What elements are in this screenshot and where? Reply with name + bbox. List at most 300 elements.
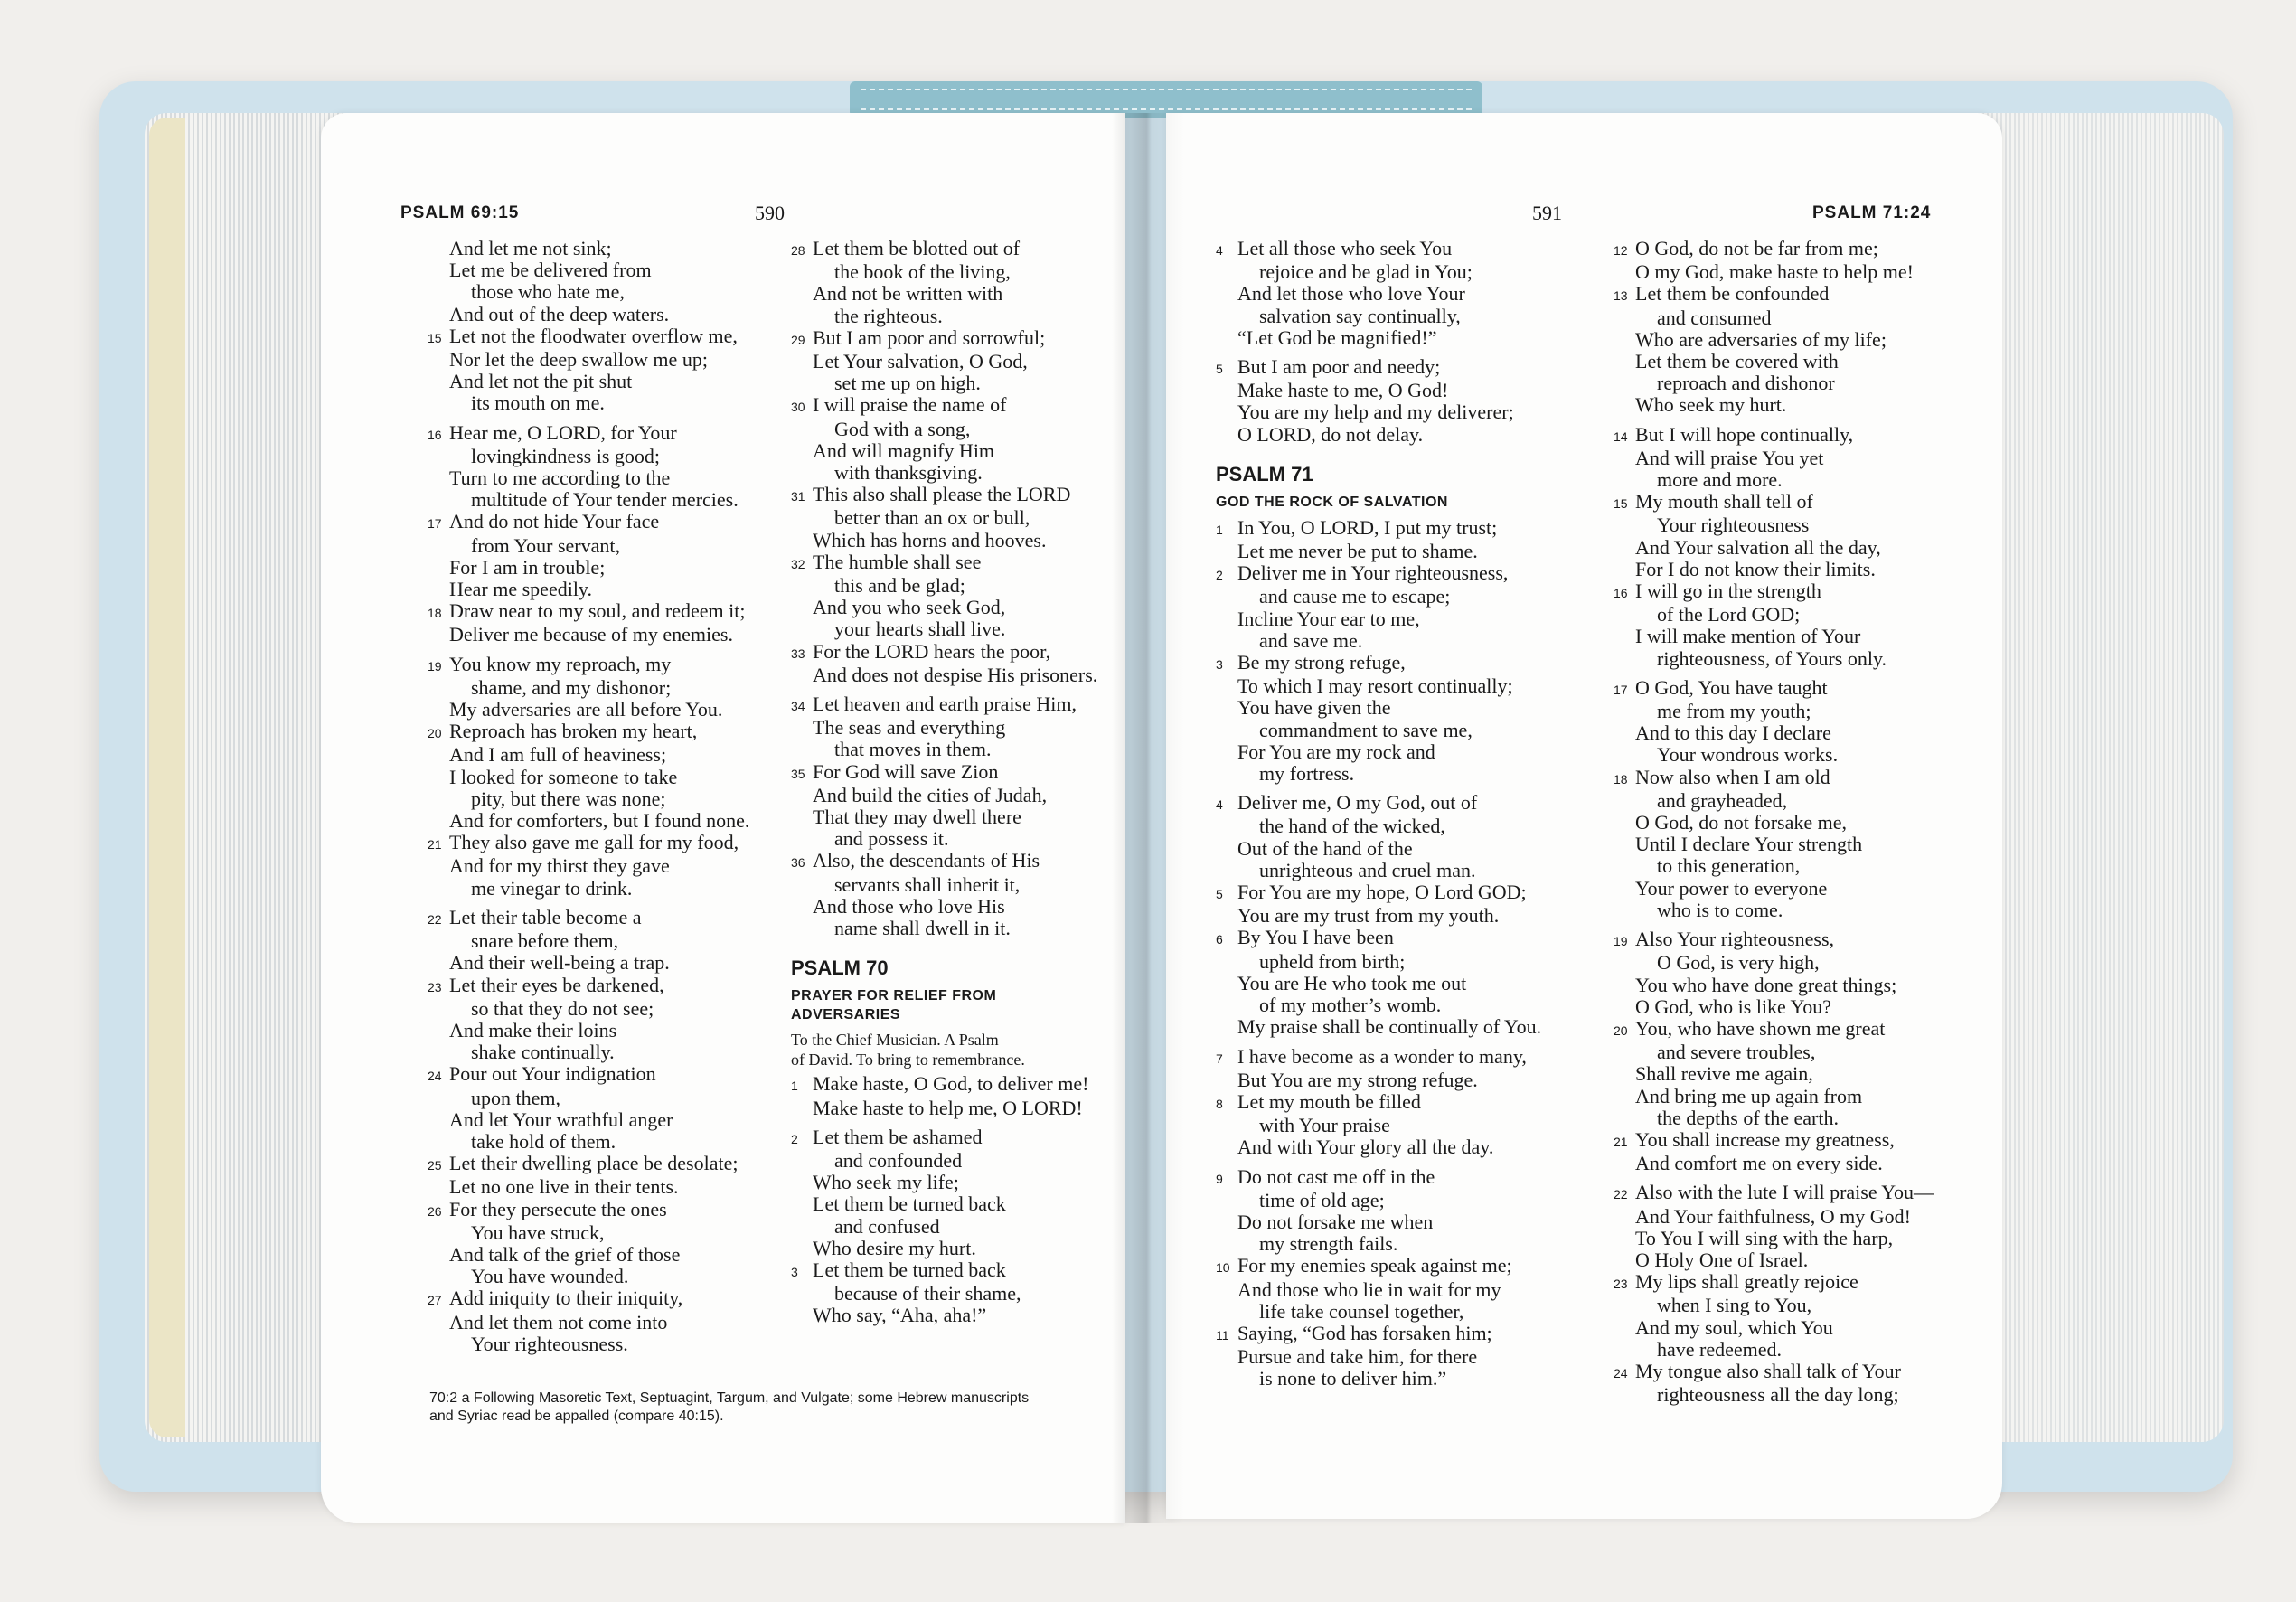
verse-number: 18 (428, 606, 442, 621)
verse-text: My tongue also shall talk of Your (1635, 1359, 1901, 1382)
verse-number: 8 (1216, 1096, 1223, 1111)
psalm-subtitle: ADVERSARIES (791, 1007, 901, 1023)
text-line (1614, 1107, 1934, 1129)
verse-text: the righteous. (834, 304, 943, 327)
text-line (428, 677, 749, 699)
verse-list (791, 238, 1097, 939)
text-line (1216, 860, 1541, 881)
verse-text: To which I may resort continually; (1237, 674, 1513, 698)
text-line (791, 918, 1097, 939)
verse-text: You know my reproach, my (449, 652, 672, 675)
text-line (1216, 675, 1541, 697)
verse-line (1216, 1323, 1541, 1346)
verse-text: For I do not know their limits. (1635, 557, 1876, 580)
verse-text: Also Your righteousness, (1635, 928, 1835, 951)
verse-number: 22 (428, 911, 442, 927)
text-line (428, 281, 749, 303)
right-page-edges (1971, 113, 2224, 1442)
verse-text: And let Your wrathful anger (449, 1107, 673, 1131)
verse-line (428, 907, 749, 930)
verse-number: 32 (791, 556, 805, 571)
verse-number: 19 (1614, 934, 1628, 949)
verse-line (1216, 652, 1541, 675)
verse-text: me vinegar to drink. (471, 876, 633, 900)
verse-number: 9 (1216, 1171, 1223, 1186)
text-line (1614, 394, 1934, 416)
verse-number: 25 (428, 1158, 442, 1173)
verse-number: 17 (428, 516, 442, 532)
verse-line (428, 1199, 749, 1222)
verse-text: Let heaven and earth praise Him, (813, 693, 1077, 716)
text-line (428, 489, 749, 511)
verse-text: Also, the descendants of His (813, 849, 1040, 872)
verse-text: “Let God be magnified!” (1237, 325, 1437, 349)
text-line (1216, 815, 1541, 837)
verse-text: Let me be delivered from (449, 259, 652, 282)
verse-text: better than an ox or bull, (834, 506, 1030, 530)
verse-text: Make haste to help me, O LORD! (813, 1096, 1083, 1119)
verse-text: O my God, make haste to help me! (1635, 260, 1914, 284)
verse-text: Make haste to me, O God! (1237, 379, 1449, 402)
verse-number: 24 (428, 1069, 442, 1084)
verse-text: For my enemies speak against me; (1237, 1254, 1512, 1277)
text-line (1216, 1016, 1541, 1038)
verse-line (791, 327, 1097, 351)
text-line (791, 739, 1097, 760)
text-line (1614, 648, 1934, 670)
text-line (428, 998, 749, 1020)
verse-number: 29 (791, 332, 805, 347)
verse-number: 11 (1216, 1327, 1229, 1343)
verse-text: is none to deliver him.” (1259, 1367, 1447, 1390)
verse-text: O God, do not forsake me, (1635, 811, 1848, 834)
verse-text: In You, O LORD, I put my trust; (1237, 515, 1498, 539)
left-page (321, 113, 1125, 1523)
text-line (428, 446, 749, 467)
verse-text: Let them be ashamed (813, 1125, 983, 1148)
text-line (1614, 952, 1934, 974)
verse-text: Saying, “God has forsaken him; (1237, 1321, 1492, 1344)
verse-text: Reproach has broken my heart, (449, 720, 698, 743)
verse-text: You are my trust from my youth. (1237, 904, 1500, 928)
text-line (1216, 1070, 1541, 1091)
text-line (791, 785, 1097, 806)
text-line (1614, 1086, 1934, 1107)
footnote-line: and Syriac read be appalled (compare 40:15). (429, 1409, 724, 1424)
verse-number: 23 (1614, 1277, 1628, 1292)
verse-number: 2 (1216, 568, 1223, 583)
text-line (1614, 996, 1934, 1018)
verse-text: set me up on high. (834, 372, 981, 395)
footnote-line: 70:2 a Following Masoretic Text, Septuagint, Targum, and Vulgate; some Hebrew manuscripts (429, 1390, 1030, 1406)
text-line (428, 1041, 749, 1063)
verse-text: You are He who took me out (1237, 971, 1467, 994)
verse-text: because of their shame, (834, 1282, 1021, 1305)
verse-line (1216, 927, 1541, 950)
verse-number: 30 (791, 400, 805, 415)
verse-line (428, 1287, 749, 1311)
text-line (1614, 514, 1934, 536)
text-line (1216, 1233, 1541, 1255)
verse-text: Deliver me in Your righteousness, (1237, 561, 1509, 585)
left-page-edges-gilt (149, 118, 185, 1437)
verse-text: this and be glad; (834, 574, 965, 598)
verse-text: And for comforters, but I found none. (449, 809, 750, 833)
verse-list (1216, 517, 1541, 1390)
verse-text: its mouth on me. (471, 391, 605, 415)
verse-number: 18 (1614, 771, 1628, 787)
verse-text: God with a song, (834, 417, 971, 440)
verse-text: Let them be covered with (1635, 350, 1839, 373)
verse-number: 10 (1216, 1260, 1230, 1276)
text-line (1614, 975, 1934, 996)
verse-text: Let them be turned back (813, 1258, 1006, 1281)
text-line (428, 238, 749, 259)
text-line (1216, 541, 1541, 562)
verse-text: so that they do not see; (471, 996, 654, 1020)
verse-text: And will praise You yet (1635, 446, 1824, 469)
verse-text: The humble shall see (813, 550, 982, 573)
text-line (428, 1312, 749, 1333)
verse-line (1614, 767, 1934, 790)
text-line (1614, 1228, 1934, 1249)
verse-text: that moves in them. (834, 738, 992, 761)
verse-text: Who are adversaries of my life; (1635, 327, 1887, 351)
verse-text: upon them, (471, 1086, 560, 1109)
text-line (1614, 1295, 1934, 1316)
verse-line (791, 641, 1097, 664)
verse-text: from Your servant, (471, 533, 620, 557)
verse-line (1216, 881, 1541, 905)
text-line (791, 283, 1097, 305)
verse-list (1216, 238, 1541, 446)
verse-text: more and more. (1657, 468, 1783, 492)
verse-text: And make their loins (449, 1018, 617, 1041)
verse-line (1614, 1018, 1934, 1041)
verse-text: with Your praise (1259, 1114, 1390, 1137)
verse-number: 28 (791, 243, 805, 258)
running-head: PSALM 69:15 (400, 203, 520, 222)
verse-text: Let them be turned back (813, 1192, 1006, 1216)
text-line (1614, 261, 1934, 283)
text-line (428, 1266, 749, 1287)
verse-text: shame, and my dishonor; (471, 675, 672, 699)
verse-text: For the LORD hears the poor, (813, 639, 1051, 663)
verse-text: That they may dwell there (813, 806, 1021, 829)
verse-text: Out of the hand of the (1237, 836, 1413, 860)
text-line (428, 810, 749, 832)
verse-line (1216, 792, 1541, 815)
verse-text: my strength fails. (1259, 1232, 1398, 1256)
text-line (791, 530, 1097, 551)
verse-number: 26 (428, 1203, 442, 1219)
verse-text: life take counsel together, (1259, 1299, 1464, 1323)
text-line (428, 767, 749, 788)
verse-text: And Your faithfulness, O my God! (1635, 1204, 1911, 1228)
text-line (791, 896, 1097, 918)
verse-line (1614, 1182, 1934, 1205)
verse-number: 31 (791, 489, 805, 504)
verse-text: Deliver me because of my enemies. (449, 623, 733, 646)
verse-text: I will praise the name of (813, 393, 1007, 417)
verse-text: My lips shall greatly rejoice (1635, 1270, 1858, 1294)
text-line (428, 952, 749, 974)
verse-line (428, 721, 749, 744)
footnote (429, 1390, 1098, 1426)
verse-text: O LORD, do not delay. (1237, 422, 1424, 446)
text-line (1614, 559, 1934, 580)
verse-text: righteousness, of Yours only. (1657, 646, 1887, 670)
verse-text: the hand of the wicked, (1259, 815, 1445, 838)
verse-text: multitude of Your tender mercies. (471, 488, 739, 512)
verse-text: Let no one live in their tents. (449, 1175, 679, 1199)
text-line (1614, 701, 1934, 722)
text-line (1614, 448, 1934, 469)
verse-text: salvation say continually, (1259, 304, 1461, 327)
verse-text: with thanksgiving. (834, 461, 983, 485)
verse-text: And let me not sink; (449, 237, 612, 259)
verse-number: 21 (1614, 1134, 1628, 1149)
verse-text: have redeemed. (1657, 1337, 1783, 1361)
verse-line (791, 1259, 1097, 1283)
verse-line (1614, 1271, 1934, 1295)
verse-line (1216, 238, 1541, 261)
verse-line (1614, 580, 1934, 604)
text-line (791, 806, 1097, 828)
text-line (791, 1283, 1097, 1305)
page-number: 590 (755, 202, 785, 224)
verse-number: 23 (428, 979, 442, 994)
text-line (1216, 261, 1541, 283)
verse-text: Who say, “Aha, aha!” (813, 1304, 987, 1327)
text-column-1 (428, 238, 749, 1355)
verse-text: And will magnify Him (813, 438, 995, 462)
text-line (1216, 905, 1541, 927)
verse-text: and save me. (1259, 628, 1363, 652)
verse-text: Let their dwelling place be desolate; (449, 1152, 739, 1175)
verse-text: shake continually. (471, 1041, 615, 1064)
verse-number: 24 (1614, 1365, 1628, 1381)
verse-text: Let not the floodwater overflow me, (449, 324, 738, 347)
verse-text: The seas and everything (813, 716, 1006, 740)
verse-text: Let me never be put to shame. (1237, 540, 1478, 563)
verse-text: And let them not come into (449, 1310, 668, 1333)
text-line (428, 304, 749, 325)
verse-text: And do not hide Your face (449, 510, 660, 533)
verse-line (791, 761, 1097, 785)
verse-text: Your power to everyone (1635, 876, 1828, 900)
verse-text: To You I will sing with the harp, (1635, 1226, 1894, 1249)
text-line (1216, 741, 1541, 763)
text-line (1614, 351, 1934, 372)
text-line (1614, 1384, 1934, 1406)
verse-text: Your wondrous works. (1657, 743, 1839, 767)
verse-text: lovingkindness is good; (471, 444, 661, 467)
text-line (428, 1020, 749, 1041)
text-line (1614, 834, 1934, 855)
text-line (791, 372, 1097, 394)
text-line (791, 1193, 1097, 1215)
psalm-title: PSALM 70 (791, 956, 889, 980)
verse-text: Now also when I am old (1635, 765, 1830, 788)
verse-text: You have given the (1237, 696, 1391, 720)
verse-text: You have struck, (471, 1220, 605, 1244)
text-line (1216, 608, 1541, 630)
text-line (428, 930, 749, 952)
text-line (791, 1216, 1097, 1238)
verse-number: 21 (428, 837, 442, 853)
verse-text: And for my thirst they gave (449, 854, 670, 878)
verse-text: You, who have shown me great (1635, 1016, 1886, 1040)
text-line (1216, 630, 1541, 652)
verse-text: And let those who love Your (1237, 282, 1465, 306)
verse-text: Hear me speedily. (449, 578, 593, 601)
text-line (1614, 722, 1934, 744)
verse-line (791, 238, 1097, 261)
verse-text: pity, but there was none; (471, 787, 666, 810)
verse-number: 6 (1216, 932, 1223, 947)
text-line (1216, 1136, 1541, 1158)
verse-number: 17 (1614, 682, 1628, 697)
verse-line (428, 511, 749, 534)
verse-text: me from my youth; (1657, 700, 1811, 723)
verse-text: your hearts shall live. (834, 617, 1006, 641)
text-line (428, 699, 749, 721)
verse-text: Nor let the deep swallow me up; (449, 348, 708, 372)
verse-text: Your righteousness. (471, 1332, 628, 1355)
text-line (428, 855, 749, 877)
verse-text: And comfort me on every side. (1635, 1152, 1883, 1175)
text-line (1216, 586, 1541, 608)
verse-text: And I am full of heaviness; (449, 743, 667, 767)
verse-text: upheld from birth; (1259, 949, 1406, 973)
verse-line (428, 325, 749, 349)
verse-line (791, 693, 1097, 717)
text-line (428, 371, 749, 392)
text-line (428, 349, 749, 371)
verse-text: Let their eyes be darkened, (449, 973, 664, 996)
text-line (1614, 1317, 1934, 1339)
text-line (1216, 380, 1541, 401)
text-line (1216, 1301, 1541, 1323)
text-line (791, 597, 1097, 618)
verse-text: For I am in trouble; (449, 555, 606, 579)
text-line (428, 535, 749, 557)
verse-text: take hold of them. (471, 1129, 616, 1153)
verse-text: Who seek my life; (813, 1171, 959, 1194)
text-line (428, 392, 749, 414)
text-line (428, 1222, 749, 1244)
verse-text: I will make mention of Your (1635, 625, 1861, 648)
text-line (791, 507, 1097, 529)
verse-text: Deliver me, O my God, out of (1237, 791, 1478, 815)
verse-text: Let their table become a (449, 905, 642, 928)
verse-text: Incline Your ear to me, (1237, 607, 1420, 630)
verse-text: and cause me to escape; (1259, 585, 1451, 608)
verse-text: And build the cities of Judah, (813, 783, 1048, 806)
text-line (428, 1109, 749, 1131)
verse-text: servants shall inherit it, (834, 872, 1021, 896)
psalm-subtitle: GOD THE ROCK OF SALVATION (1216, 494, 1448, 510)
verse-text: to this generation, (1657, 854, 1801, 878)
verse-number: 3 (1216, 657, 1223, 673)
text-line (1216, 951, 1541, 973)
verse-text: Make haste, O God, to deliver me! (813, 1072, 1089, 1096)
verse-line (1614, 928, 1934, 952)
verse-text: time of old age; (1259, 1188, 1385, 1211)
text-line (1216, 327, 1541, 349)
text-line (1614, 1206, 1934, 1228)
verse-line (1216, 562, 1541, 586)
text-line (791, 1150, 1097, 1172)
verse-text: when I sing to You, (1657, 1294, 1812, 1317)
verse-list (791, 1073, 1097, 1326)
verse-text: Also with the lute I will praise You— (1635, 1181, 1934, 1204)
verse-number: 15 (428, 330, 442, 345)
verse-line (1216, 517, 1541, 541)
text-line (1216, 838, 1541, 860)
verse-list (1614, 238, 1934, 1406)
verse-text: the book of the living, (834, 260, 1011, 284)
verse-text: And to this day I declare (1635, 721, 1831, 745)
verse-number: 4 (1216, 243, 1223, 258)
verse-text: I have become as a wonder to many, (1237, 1044, 1527, 1068)
verse-text: commandment to save me, (1259, 718, 1473, 741)
verse-text: and confused (834, 1214, 940, 1238)
text-line (791, 1305, 1097, 1326)
verse-text: And talk of the grief of those (449, 1242, 681, 1266)
text-line (1614, 329, 1934, 351)
verse-text: And with Your glory all the day. (1237, 1136, 1494, 1159)
verse-text: and consumed (1657, 306, 1772, 329)
superscription-line: of David. To bring to remembrance. (791, 1051, 1025, 1070)
text-line (1216, 401, 1541, 423)
verse-text: Shall revive me again, (1635, 1062, 1813, 1086)
text-line (1614, 626, 1934, 647)
verse-text: And their well-being a trap. (449, 951, 670, 975)
text-line (428, 788, 749, 810)
bookmark-ribbon (850, 81, 1482, 118)
text-line (1614, 812, 1934, 834)
text-line (428, 467, 749, 489)
text-line (428, 557, 749, 579)
verse-number: 20 (428, 726, 442, 741)
text-line (1216, 994, 1541, 1016)
text-line (1614, 1249, 1934, 1271)
verse-text: and severe troubles, (1657, 1041, 1816, 1064)
verse-text: And those who love His (813, 894, 1005, 918)
text-line (1216, 306, 1541, 327)
verse-text: Who seek my hurt. (1635, 393, 1787, 417)
text-line (428, 1176, 749, 1198)
verse-text: And does not despise His prisoners. (813, 663, 1098, 686)
verse-text: Let my mouth be filled (1237, 1089, 1421, 1113)
verse-list (428, 238, 749, 1355)
text-line (791, 440, 1097, 462)
verse-line (791, 1126, 1097, 1150)
verse-text: You have wounded. (471, 1265, 629, 1288)
verse-line (1216, 1166, 1541, 1190)
verse-text: of the Lord GOD; (1657, 603, 1801, 627)
verse-text: And you who seek God, (813, 596, 1006, 619)
verse-number: 15 (1614, 496, 1628, 512)
book-gutter (1112, 113, 1184, 1523)
verse-line (1216, 1255, 1541, 1278)
verse-text: of my mother’s womb. (1259, 994, 1442, 1017)
text-line (791, 874, 1097, 896)
text-line (1614, 1153, 1934, 1174)
verse-text: You who have done great things; (1635, 973, 1897, 996)
